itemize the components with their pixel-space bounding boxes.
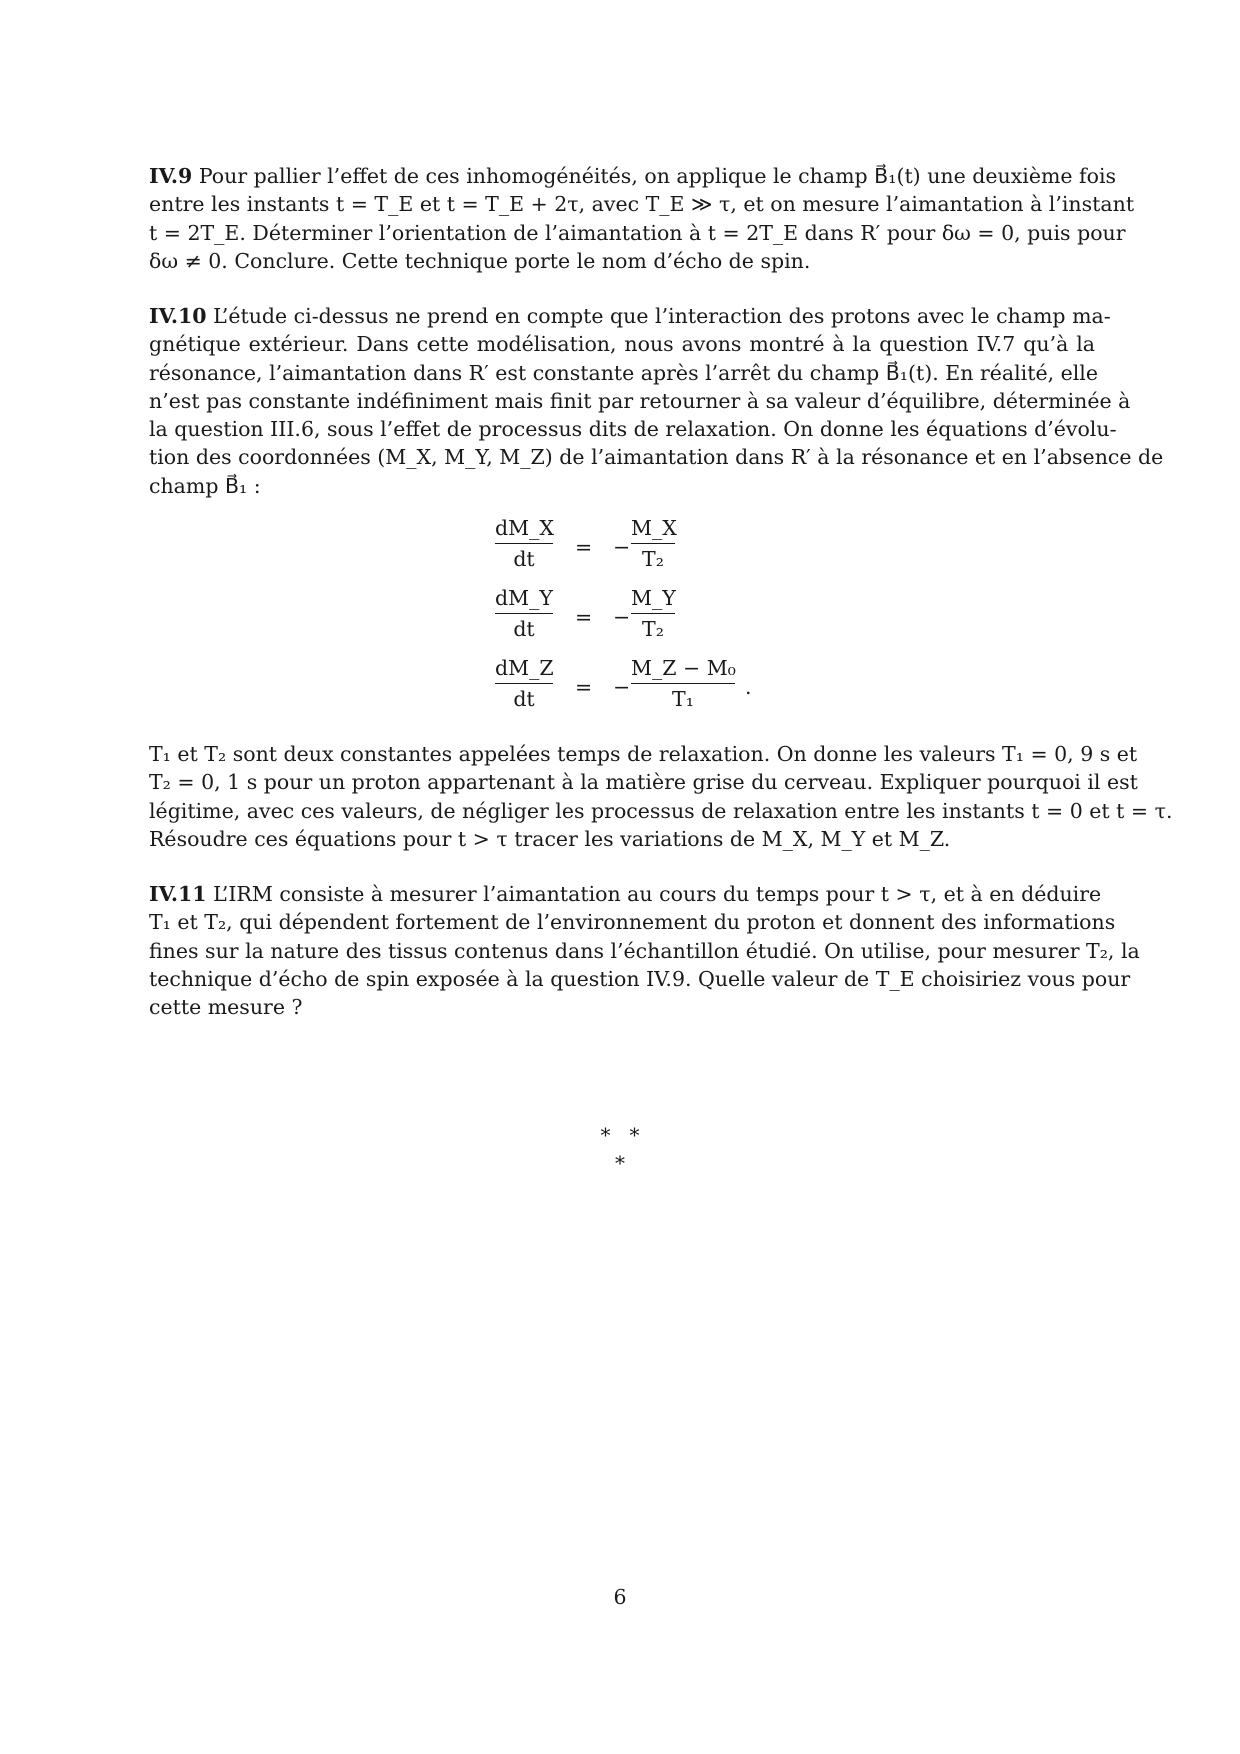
lhs-fraction — [495, 515, 553, 572]
equation-mz — [495, 655, 795, 719]
lhs-numerator: dM_Z — [495, 656, 554, 680]
question-iv10-continued — [149, 740, 1173, 853]
text-line: n’est pas constante indéfiniment mais finit par retourner à sa valeur d’équilibre, déterminée à — [149, 388, 1131, 413]
rhs-denominator: T₂ — [642, 617, 664, 641]
text-line: T₂ = 0, 1 s pour un proton appartenant à la matière grise du cerveau. Expliquer pourquoi il est — [149, 770, 1138, 795]
fraction-bar — [631, 543, 675, 544]
equation-my — [495, 585, 795, 649]
question-iv10 — [149, 302, 1164, 500]
equals-sign: = — [575, 535, 593, 559]
text-line: entre les instants t = T_E et t = T_E + 2τ, avec T_E ≫ τ, et on mesure l’aimantation à l’instant — [149, 192, 1135, 217]
rhs-numerator: M_Z − M₀ — [631, 656, 736, 680]
rhs-denominator: T₁ — [672, 687, 694, 711]
equation-mx — [495, 515, 795, 579]
text-line: cette mesure ? — [149, 995, 303, 1020]
question-number: IV.10 — [149, 304, 207, 328]
text-line: Résoudre ces équations pour t > τ tracer les variations de M_X, M_Y et M_Z. — [149, 826, 951, 851]
text-line: t = 2T_E. Déterminer l’orientation de l’aimantation à t = 2T_E dans R′ pour δω = 0, puis pour — [149, 220, 1126, 245]
question-number: IV.9 — [149, 164, 193, 188]
text-line: T₁ et T₂ sont deux constantes appelées temps de relaxation. On donne les valeurs T₁ = 0, 9 s et — [149, 742, 1138, 766]
rhs-fraction — [631, 585, 675, 642]
lhs-denominator: dt — [513, 687, 535, 711]
text-line: résonance, l’aimantation dans R′ est constante après l’arrêt du champ B⃗₁(t). En réalité, elle — [149, 360, 1098, 385]
fraction-bar — [631, 613, 675, 614]
question-number: IV.11 — [149, 882, 207, 906]
lhs-numerator: dM_Y — [495, 586, 553, 610]
minus-sign: − — [613, 675, 631, 699]
lhs-fraction — [495, 655, 553, 712]
lhs-numerator: dM_X — [495, 516, 554, 540]
rhs-fraction — [631, 515, 675, 572]
text-line: tion des coordonnées (M_X, M_Y, M_Z) de l’aimantation dans R′ à la résonance et en l’absence de — [149, 445, 1164, 470]
text-line: Pour pallier l’effet de ces inhomogénéités, on applique le champ B⃗₁(t) une deuxième fois — [198, 164, 1117, 188]
text-line: δω ≠ 0. Conclure. Cette technique porte le nom d’écho de spin. — [149, 248, 811, 273]
lhs-denominator: dt — [513, 617, 535, 641]
equals-sign: = — [575, 605, 593, 629]
fraction-bar — [495, 683, 553, 684]
fraction-bar — [495, 613, 553, 614]
text-line: technique d’écho de spin exposée à la question IV.9. Quelle valeur de T_E choisiriez vous pour — [149, 966, 1131, 991]
end-stars-bottom: * — [615, 1151, 625, 1175]
equals-sign: = — [575, 675, 593, 699]
minus-sign: − — [613, 605, 631, 629]
text-line: T₁ et T₂, qui dépendent fortement de l’environnement du proton et donnent des informations — [149, 910, 1116, 935]
text-line: légitime, avec ces valeurs, de négliger les processus de relaxation entre les instants t = 0 et t = τ. — [149, 798, 1173, 823]
end-stars-top: * * — [600, 1123, 640, 1147]
question-iv11 — [149, 880, 1140, 1021]
fraction-bar — [495, 543, 553, 544]
lhs-fraction — [495, 585, 553, 642]
text-line: champ B⃗₁ : — [149, 473, 261, 498]
rhs-numerator: M_Y — [631, 586, 676, 610]
fraction-bar — [631, 683, 735, 684]
rhs-numerator: M_X — [631, 516, 677, 540]
page-number: 6 — [613, 1585, 627, 1609]
text-line: L’IRM consiste à mesurer l’aimantation au cours du temps pour t > τ, et à en déduire — [213, 882, 1102, 906]
text-line: gnétique extérieur. Dans cette modélisation, nous avons montré à la question IV.7 qu’à la — [149, 332, 1095, 357]
lhs-denominator: dt — [513, 547, 535, 571]
text-line: fines sur la nature des tissus contenus dans l’échantillon étudié. On utilise, pour mesurer T₂, la — [149, 938, 1140, 963]
rhs-fraction — [631, 655, 735, 712]
period: . — [745, 675, 752, 699]
minus-sign: − — [613, 535, 631, 559]
text-line: L’étude ci-dessus ne prend en compte que l’interaction des protons avec le champ ma- — [213, 304, 1111, 328]
rhs-denominator: T₂ — [642, 547, 664, 571]
question-iv9 — [149, 162, 1135, 275]
text-line: la question III.6, sous l’effet de processus dits de relaxation. On donne les équations d’évolu- — [149, 417, 1117, 442]
